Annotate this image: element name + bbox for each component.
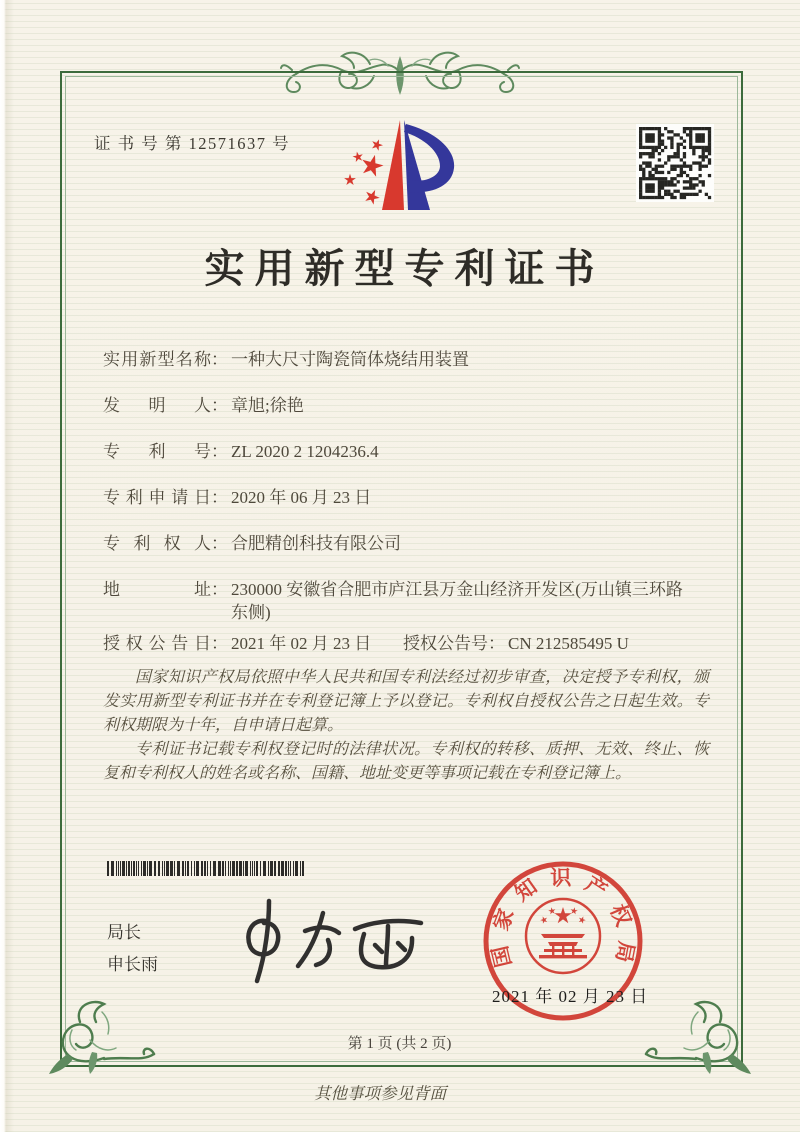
field-row-patentee: 专利权人 ： 合肥精创科技有限公司: [103, 532, 713, 555]
field-row-inventors: 发明人 ： 章旭;徐艳: [103, 394, 713, 417]
field-row-patent-number: 专利号 ： ZL 2020 2 1204236.4: [103, 440, 713, 463]
field-label: 专利申请日: [103, 488, 211, 507]
field-row-address: 地址 ： 230000 安徽省合肥市庐江县万金山经济开发区(万山镇三环路东侧): [103, 580, 683, 622]
field-label: 实用新型名称: [103, 350, 211, 369]
legal-text-block: [103, 666, 709, 786]
field-value: 合肥精创科技有限公司: [231, 534, 401, 553]
field-value: CN 212585495 U: [508, 634, 629, 653]
field-list: [103, 348, 713, 678]
field-label: 发明人: [103, 396, 211, 415]
field-label: 专利号: [103, 442, 211, 461]
field-row-utility-model-name: 实用新型名称 ： 一种大尺寸陶瓷筒体烧结用装置: [103, 348, 713, 371]
seal-date: 2021 年 02 月 23 日: [492, 987, 649, 1006]
field-row-grant-publication: 授权公告日 ： 2021 年 02 月 23 日 授权公告号 ： CN 212585495 U: [103, 632, 713, 655]
director-name: 申长雨: [107, 955, 158, 974]
field-value: 2021 年 02 月 23 日: [231, 634, 372, 653]
seal-text: 国家知识产权局: [487, 865, 639, 970]
director-title: 局长: [107, 923, 141, 942]
field-row-filing-date: 专利申请日 ： 2020 年 06 月 23 日: [103, 486, 713, 509]
field-value: 一种大尺寸陶瓷筒体烧结用装置: [231, 350, 469, 369]
field-label: 授权公告日: [103, 634, 211, 653]
back-note: 其他事项参见背面: [314, 1084, 446, 1103]
field-value: 230000 安徽省合肥市庐江县万金山经济开发区(万山镇三环路东侧): [231, 580, 683, 622]
certificate-title: 实用新型专利证书: [204, 246, 605, 291]
certificate-number: 证 书 号 第 12571637 号: [94, 134, 291, 153]
field-label: 授权公告号: [403, 634, 488, 653]
field-value: ZL 2020 2 1204236.4: [231, 442, 379, 461]
qr-code: [636, 124, 714, 202]
director-signature: [228, 893, 428, 988]
national-emblem-icon: [526, 899, 600, 973]
field-label: 专利权人: [103, 534, 211, 553]
field-value: 2020 年 06 月 23 日: [231, 488, 372, 507]
barcode: [107, 861, 309, 876]
cnipa-logo-icon: [330, 110, 478, 216]
field-label: 地址: [103, 580, 211, 599]
legal-paragraph-grant: 国家知识产权局依照中华人民共和国专利法经过初步审查，决定授予专利权，颁发实用新型专利证书并在专利登记簿上予以登记。专利权自授权公告之日起生效。专利权期限为十年，自申请日起算。: [103, 669, 709, 734]
field-value: 章旭;徐艳: [231, 396, 304, 415]
legal-paragraph-register: 专利证书记载专利权登记时的法律状况。专利权的转移、质押、无效、终止、恢复和专利权人的姓名或名称、国籍、地址变更等事项记载在专利登记簿上。: [103, 741, 709, 782]
page-number: 第 1 页 (共 2 页): [347, 1036, 452, 1052]
